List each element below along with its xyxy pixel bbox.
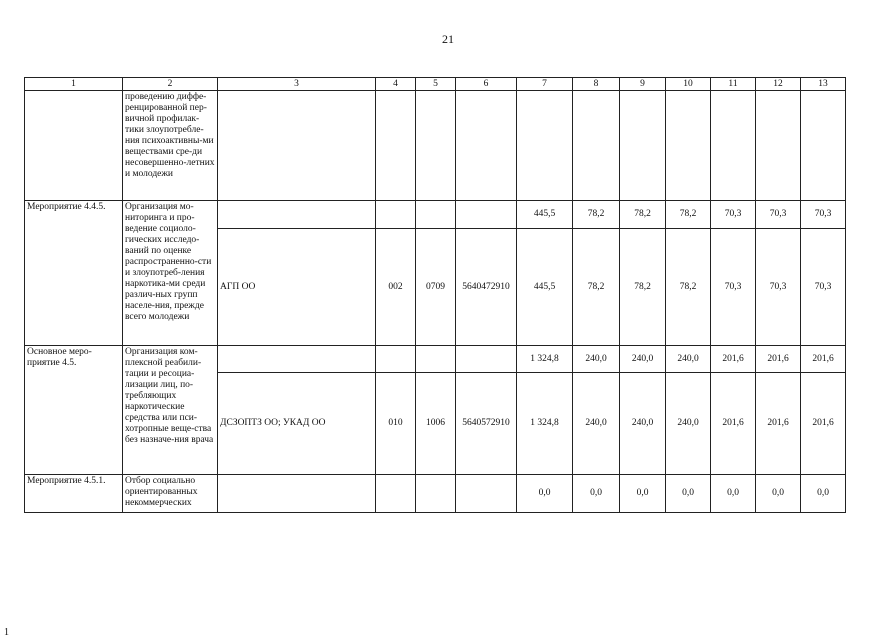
- column-header: 13: [801, 78, 846, 91]
- cell-measure: Мероприятие 4.5.1.: [25, 475, 123, 513]
- cell-value: 70,3: [711, 201, 756, 229]
- cell-value: [573, 91, 620, 201]
- cell-value: 445,5: [517, 201, 573, 229]
- cell-grbs: 002: [376, 229, 416, 346]
- cell-value: 201,6: [801, 373, 846, 475]
- cell-value: 240,0: [573, 346, 620, 373]
- column-header: 6: [456, 78, 517, 91]
- cell-value: [801, 91, 846, 201]
- cell-executor: [218, 346, 376, 373]
- cell-value: 70,3: [801, 201, 846, 229]
- cell-value: 70,3: [756, 229, 801, 346]
- table-row: [25, 346, 846, 373]
- cell-value: 201,6: [711, 373, 756, 475]
- cell-value: 0,0: [801, 475, 846, 513]
- column-header: 7: [517, 78, 573, 91]
- column-header: 9: [620, 78, 666, 91]
- cell-grbs: 010: [376, 373, 416, 475]
- cell-grbs: [376, 346, 416, 373]
- cell-grbs: [376, 201, 416, 229]
- cell-description: проведению диффе-ренцированной пер-вичной профилак-тики злоупотребле-ния психоактивны-ми веществами сре-ди несовершенно-летних и молодежи: [123, 91, 218, 201]
- cell-csr: [456, 346, 517, 373]
- cell-value: 1 324,8: [517, 373, 573, 475]
- cell-value: [756, 91, 801, 201]
- budget-table: [24, 77, 846, 513]
- cell-rzpr: 1006: [416, 373, 456, 475]
- cell-value: 240,0: [666, 346, 711, 373]
- column-header: 1: [25, 78, 123, 91]
- cell-value: 1 324,8: [517, 346, 573, 373]
- cell-grbs: [376, 91, 416, 201]
- column-header: 2: [123, 78, 218, 91]
- cell-value: 201,6: [711, 346, 756, 373]
- column-header: 10: [666, 78, 711, 91]
- cell-value: [711, 91, 756, 201]
- cell-value: 0,0: [756, 475, 801, 513]
- cell-value: 0,0: [711, 475, 756, 513]
- cell-csr: 5640472910: [456, 229, 517, 346]
- cell-executor: ДСЗОПТЗ ОО; УКАД ОО: [218, 373, 376, 475]
- cell-grbs: [376, 475, 416, 513]
- column-header: 12: [756, 78, 801, 91]
- cell-value: [517, 91, 573, 201]
- cell-value: 0,0: [620, 475, 666, 513]
- cell-executor: [218, 91, 376, 201]
- corner-mark: 1: [4, 627, 9, 638]
- cell-value: 70,3: [801, 229, 846, 346]
- column-header: 4: [376, 78, 416, 91]
- cell-value: 201,6: [756, 373, 801, 475]
- cell-value: 78,2: [620, 201, 666, 229]
- table-header-row: [25, 78, 846, 91]
- table-row: [25, 201, 846, 229]
- cell-value: 0,0: [573, 475, 620, 513]
- cell-measure: Мероприятие 4.4.5.: [25, 201, 123, 346]
- column-header: 11: [711, 78, 756, 91]
- cell-csr: [456, 201, 517, 229]
- cell-value: 445,5: [517, 229, 573, 346]
- cell-rzpr: 0709: [416, 229, 456, 346]
- cell-value: 240,0: [620, 346, 666, 373]
- cell-csr: 5640572910: [456, 373, 517, 475]
- page-number: 21: [442, 32, 454, 46]
- cell-rzpr: [416, 91, 456, 201]
- cell-value: [666, 91, 711, 201]
- cell-executor: [218, 475, 376, 513]
- cell-value: 78,2: [666, 201, 711, 229]
- cell-measure: [25, 91, 123, 201]
- table-row: [25, 91, 846, 201]
- column-header: 3: [218, 78, 376, 91]
- cell-rzpr: [416, 201, 456, 229]
- cell-executor: [218, 201, 376, 229]
- cell-csr: [456, 475, 517, 513]
- cell-csr: [456, 91, 517, 201]
- table-row: [25, 475, 846, 513]
- cell-executor: АГП ОО: [218, 229, 376, 346]
- cell-value: 201,6: [756, 346, 801, 373]
- cell-description: Отбор социально ориентированных некоммерческих: [123, 475, 218, 513]
- cell-value: 240,0: [666, 373, 711, 475]
- cell-value: 70,3: [711, 229, 756, 346]
- cell-value: 78,2: [573, 201, 620, 229]
- cell-value: 78,2: [620, 229, 666, 346]
- cell-value: 78,2: [666, 229, 711, 346]
- cell-rzpr: [416, 346, 456, 373]
- cell-description: Организация ком-плексной реабили-тации и ресоциа-лизации лиц, по-требляющих наркотические средства или пси-хотропные веще-ства без назначе-ния врача: [123, 346, 218, 475]
- cell-value: 0,0: [666, 475, 711, 513]
- cell-value: 240,0: [620, 373, 666, 475]
- cell-value: 78,2: [573, 229, 620, 346]
- cell-value: 70,3: [756, 201, 801, 229]
- cell-value: [620, 91, 666, 201]
- column-header: 5: [416, 78, 456, 91]
- cell-description: Организация мо-ниторинга и про-ведение социоло-гических исследо-ваний по оценке распространенно-сти и злоупотреб-ления наркотика-ми среди различ-ных групп населе-ния, прежде всего молодежи: [123, 201, 218, 346]
- cell-value: 0,0: [517, 475, 573, 513]
- cell-value: 201,6: [801, 346, 846, 373]
- column-header: 8: [573, 78, 620, 91]
- cell-measure: Основное меро-приятие 4.5.: [25, 346, 123, 475]
- cell-rzpr: [416, 475, 456, 513]
- cell-value: 240,0: [573, 373, 620, 475]
